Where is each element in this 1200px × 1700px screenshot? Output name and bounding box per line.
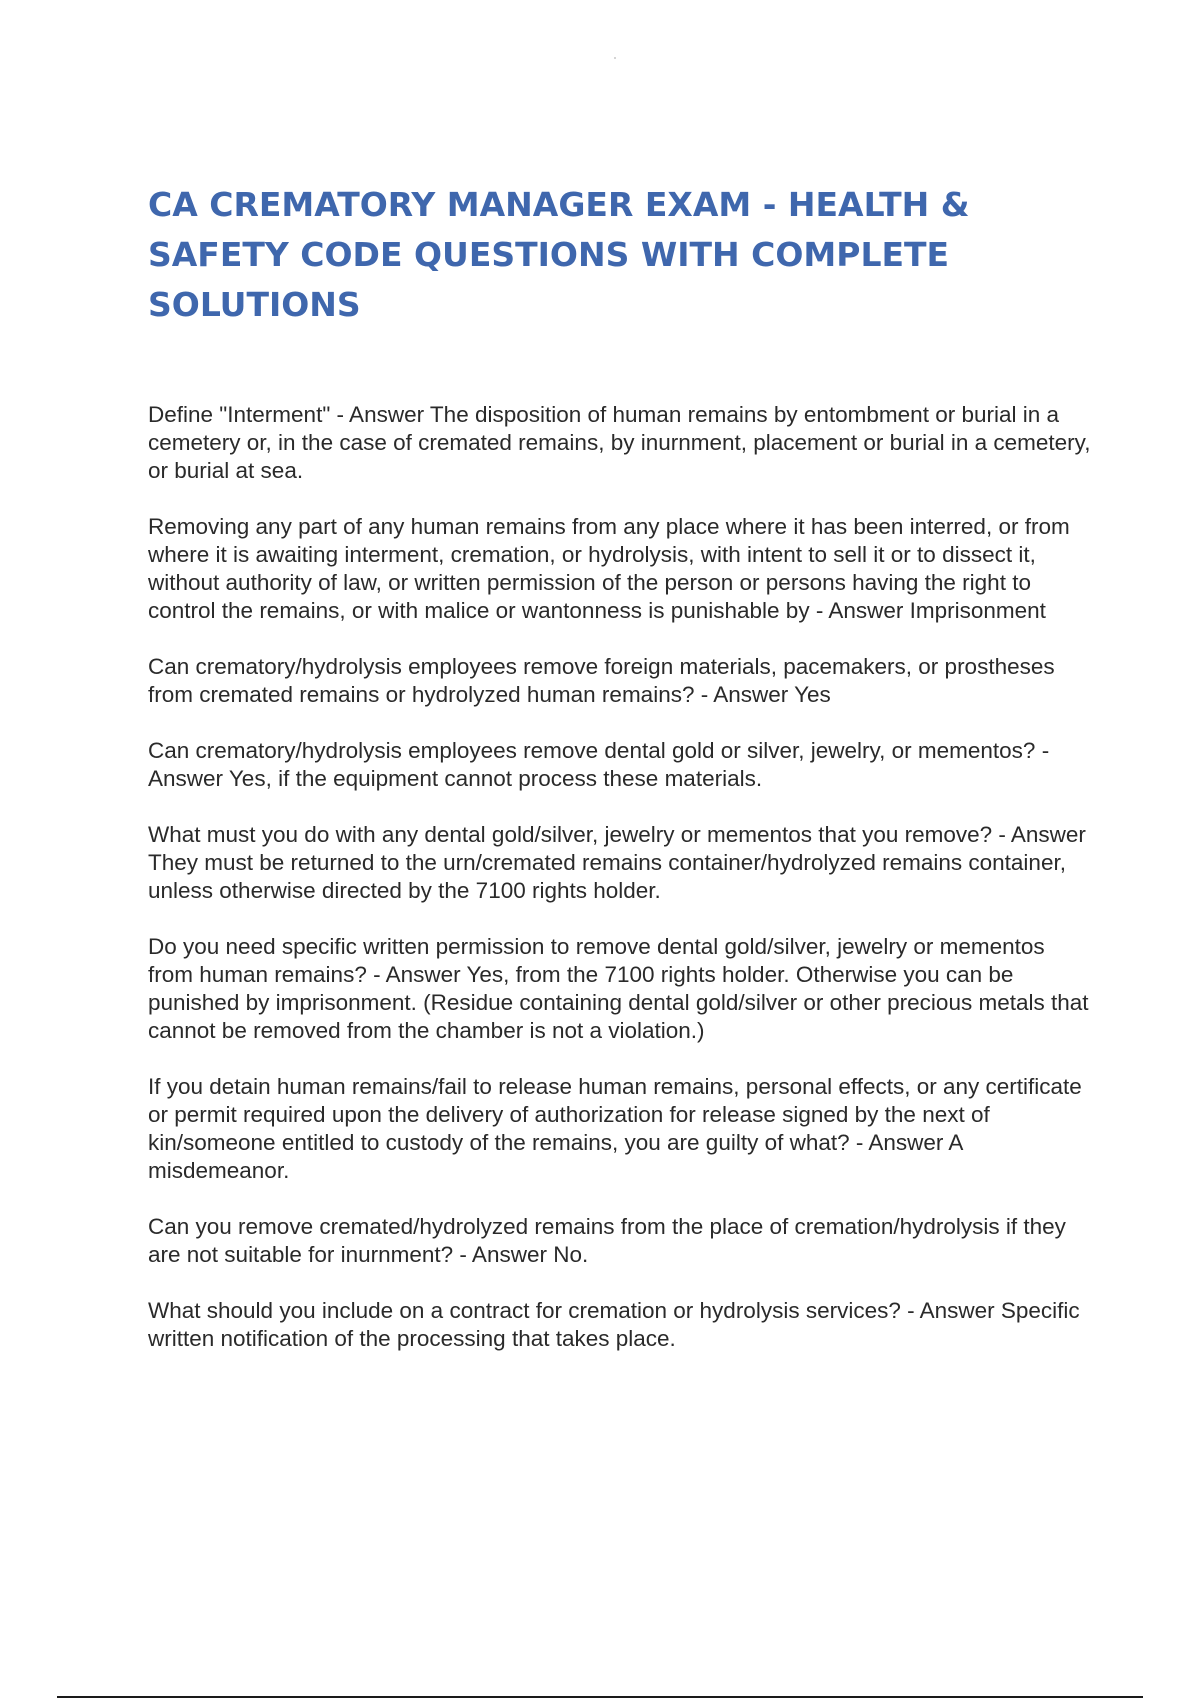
document-title: CA CREMATORY MANAGER EXAM - HEALTH & SAFETY CODE QUESTIONS WITH COMPLETE SOLUTIONS [148,185,970,324]
qa-item-6: Do you need specific written permission to remove dental gold/silver, jewelry or mementos from human remains? - Answer Yes, from the 7100 rights holder. Otherwise you can be punished by imprisonment. (Residue containing dental gold/silver or other precious metals that cannot be removed from the chamber is not a violation.) [148,934,1089,1043]
qa-item-7: If you detain human remains/fail to release human remains, personal effects, or any certificate or permit required upon the delivery of authorization for release signed by the next of kin/someone entitled to custody of the remains, you are guilty of what? - Answer A misdemeanor. [148,1074,1082,1183]
qa-item-9: What should you include on a contract for cremation or hydrolysis services? - Answer Specific written notification of the processing that takes place. [148,1298,1080,1351]
qa-item-4: Can crematory/hydrolysis employees remove dental gold or silver, jewelry, or mementos? - Answer Yes, if the equipment cannot process these materials. [148,738,1050,791]
qa-list [148,401,1093,1381]
qa-item-1: Define "Interment" - Answer The disposition of human remains by entombment or burial in a cemetery or, in the case of cremated remains, by inurnment, placement or burial in a cemetery, or burial at sea. [148,402,1091,483]
scan-speck [614,57,616,59]
bottom-rule [57,1696,1143,1698]
qa-item-2: Removing any part of any human remains from any place where it has been interred, or from where it is awaiting interment, cremation, or hydrolysis, with intent to sell it or to dissect it, without authority of law, or written permission of the person or persons having the right to control the remains, or with malice or wantonness is punishable by - Answer Imprisonment [148,514,1070,623]
qa-item-5: What must you do with any dental gold/silver, jewelry or mementos that you remove? - Answer They must be returned to the urn/cremated remains container/hydrolyzed remains container, unless otherwise directed by the 7100 rights holder. [148,822,1086,903]
qa-item-8: Can you remove cremated/hydrolyzed remains from the place of cremation/hydrolysis if they are not suitable for inurnment? - Answer No. [148,1214,1066,1267]
qa-item-3: Can crematory/hydrolysis employees remove foreign materials, pacemakers, or prostheses from cremated remains or hydrolyzed human remains? - Answer Yes [148,654,1055,707]
